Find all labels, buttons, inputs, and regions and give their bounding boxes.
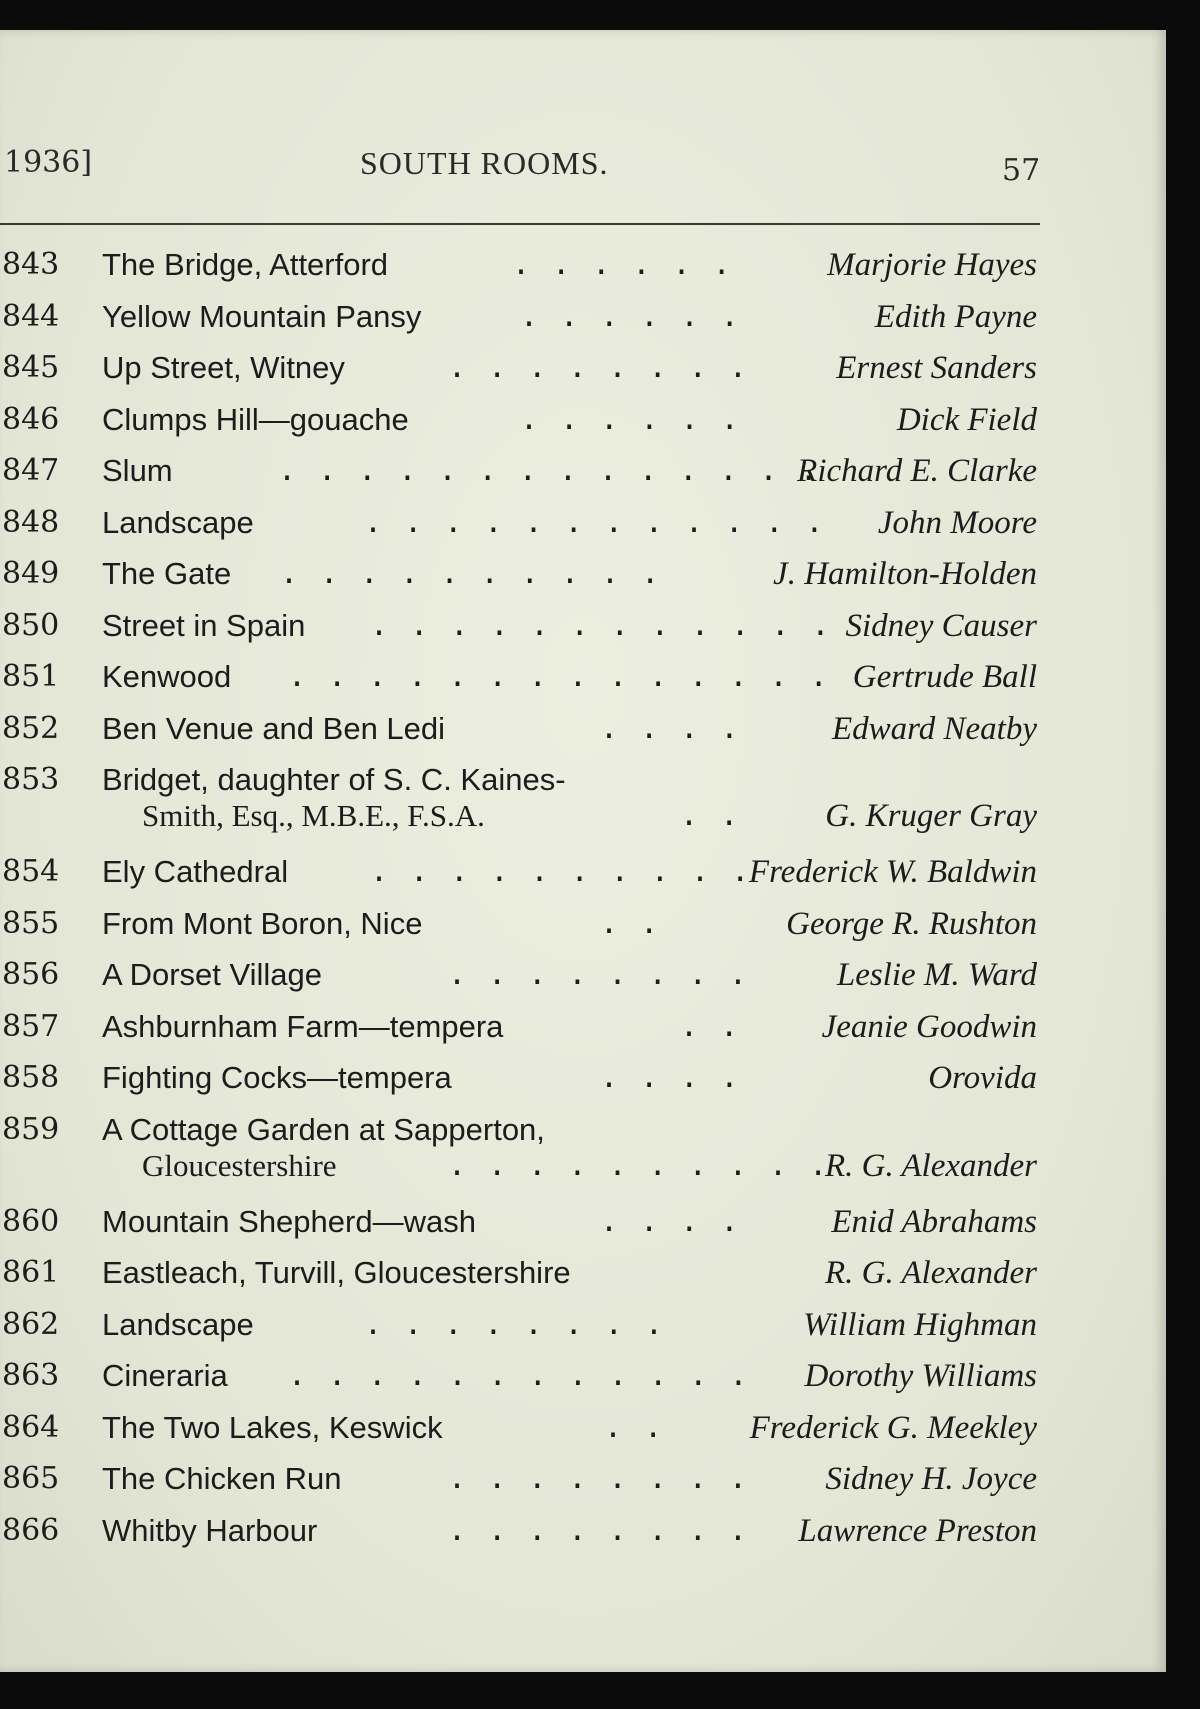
entry-artist: George R. Rushton: [786, 905, 1037, 942]
entry-title: The Chicken Run: [102, 1461, 342, 1496]
entry-title: Up Street, Witney: [102, 350, 345, 385]
entry-title: The Gate: [102, 556, 232, 591]
entry-title: Ashburnham Farm—tempera: [102, 1008, 504, 1044]
catalogue-entry: [0, 1048, 1045, 1100]
entry-title: Fighting Cocks—tempera: [102, 1060, 452, 1095]
entry-number: 844: [2, 298, 60, 334]
catalogue-entry: [0, 1243, 1045, 1295]
leader-dots: . . . .: [600, 1203, 741, 1239]
entry-title: Whitby Harbour: [102, 1512, 318, 1548]
entry-number: 847: [2, 453, 60, 488]
catalogue-entry: [0, 1398, 1045, 1450]
catalogue-entry: [0, 441, 1045, 493]
leader-dots: . . . . . . . . . .: [370, 854, 752, 889]
entry-title: From Mont Boron, Nice: [102, 905, 423, 941]
entry-number: 860: [2, 1203, 60, 1239]
entry-title: Ben Venue and Ben Ledi: [102, 710, 446, 746]
catalogue-entry: [0, 750, 1045, 842]
catalogue-entry: [0, 390, 1045, 442]
entry-title: Clumps Hill—gouache: [102, 401, 409, 437]
entry-number: 858: [2, 1060, 60, 1095]
page-number: 57: [1002, 153, 1041, 188]
entry-title: The Bridge, Atterford: [102, 247, 389, 282]
header-rule: [0, 223, 1040, 225]
entry-artist: Edward Neatby: [831, 710, 1037, 747]
catalogue-entry: [0, 647, 1045, 699]
catalogue-entry: [0, 1192, 1045, 1244]
leader-dots: . . . . . .: [512, 247, 733, 282]
entry-artist: Enid Abrahams: [831, 1203, 1037, 1240]
catalogue-entry: [0, 997, 1045, 1049]
entry-number: 857: [2, 1008, 60, 1044]
catalogue-entry: [0, 1449, 1045, 1501]
entry-artist: Leslie M. Ward: [836, 957, 1037, 993]
entry-number: 859: [2, 1111, 60, 1147]
leader-dots: . . . . . .: [520, 298, 741, 334]
entry-artist: Lawrence Preston: [798, 1512, 1037, 1549]
leader-dots: . . . . . . . .: [448, 350, 749, 385]
entry-artist: Orovida: [928, 1060, 1037, 1096]
entry-number: 851: [2, 659, 60, 694]
entry-number: 856: [2, 957, 60, 992]
header-year: 1936]: [4, 145, 93, 180]
entry-artist: Sidney H. Joyce: [825, 1461, 1037, 1497]
leader-dots: . .: [680, 798, 741, 833]
entry-number: 862: [2, 1306, 60, 1342]
entry-artist: Jeanie Goodwin: [821, 1008, 1037, 1045]
entry-artist: Marjorie Hayes: [827, 247, 1037, 283]
entry-number: 861: [2, 1255, 60, 1290]
entry-number: 850: [2, 607, 60, 643]
catalogue-entry: [0, 945, 1045, 997]
entry-title: Slum: [102, 453, 173, 488]
entry-title: Landscape: [102, 1306, 254, 1342]
leader-dots: . . . . . . . .: [448, 1461, 749, 1496]
entry-number: 846: [2, 401, 60, 437]
entry-artist: R. G. Alexander: [824, 1147, 1037, 1184]
entry-number: 852: [2, 710, 60, 746]
catalogue-entry: [0, 1501, 1045, 1553]
entry-number: 845: [2, 350, 60, 385]
leader-dots: . . . . . . . .: [448, 957, 749, 992]
leader-dots: . . . . . . . . . .: [280, 556, 662, 591]
entry-artist: Gertrude Ball: [852, 659, 1037, 695]
leader-dots: . . . . . . . .: [448, 1512, 749, 1548]
leader-dots: . . . . . . . .: [364, 1306, 665, 1342]
entry-artist: R. G. Alexander: [824, 1255, 1037, 1291]
entry-number: 863: [2, 1358, 60, 1393]
entry-number: 865: [2, 1461, 60, 1496]
entry-title: Eastleach, Turvill, Gloucestershire: [102, 1255, 571, 1290]
leader-dots: . . . . . . . . . . . .: [370, 607, 832, 643]
entry-artist: Ernest Sanders: [836, 350, 1037, 386]
catalogue-page: [0, 30, 1166, 1672]
entry-artist: Dick Field: [896, 401, 1037, 438]
catalogue-entry: [0, 596, 1045, 648]
leader-dots: . . . .: [600, 1060, 741, 1095]
entry-title: Yellow Mountain Pansy: [102, 298, 422, 334]
leader-dots: . .: [604, 1409, 665, 1445]
entry-number: 843: [2, 247, 60, 282]
catalogue-entry: [0, 235, 1045, 287]
entry-title: Street in Spain: [102, 607, 306, 643]
entry-artist: Dorothy Williams: [804, 1358, 1037, 1394]
entry-title: Landscape: [102, 504, 254, 540]
entry-number: 864: [2, 1409, 60, 1445]
entry-title: Bridget, daughter of S. C. Kaines-: [102, 762, 566, 797]
entry-artist: Sidney Causer: [845, 607, 1037, 644]
entry-title: Ely Cathedral: [102, 854, 289, 889]
leader-dots: . . . .: [600, 710, 741, 746]
entry-artist: Richard E. Clarke: [797, 453, 1037, 489]
entry-title: The Two Lakes, Keswick: [102, 1409, 443, 1445]
entry-title: A Cottage Garden at Sapperton,: [102, 1111, 545, 1147]
catalogue-entry: [0, 894, 1045, 946]
catalogue-entry: [0, 338, 1045, 390]
leader-dots: . . . . . .: [520, 401, 741, 437]
leader-dots: . . . . . . . . . . . . . .: [278, 453, 820, 488]
catalogue-entry: [0, 1100, 1045, 1192]
catalogue-entry: [0, 842, 1045, 894]
entry-artist: J. Hamilton-Holden: [773, 556, 1037, 592]
entry-title-continued: Gloucestershire: [142, 1147, 337, 1183]
page-header: [0, 125, 1041, 188]
catalogue-entry: [0, 1346, 1045, 1398]
catalogue-entry: [0, 699, 1045, 751]
leader-dots: . .: [600, 905, 661, 941]
leader-dots: . . . . . . . . . . . .: [288, 1358, 750, 1393]
entry-title: Cineraria: [102, 1358, 228, 1393]
entry-title-continued: Smith, Esq., M.B.E., F.S.A.: [142, 798, 485, 833]
leader-dots: . . . . . . . . . . . . . .: [288, 659, 830, 694]
entry-artist: Frederick W. Baldwin: [748, 854, 1037, 890]
catalogue-entry: [0, 544, 1045, 596]
entry-title: A Dorset Village: [102, 957, 322, 992]
leader-dots: . . . . . . . . . .: [448, 1147, 830, 1183]
leader-dots: . .: [680, 1008, 741, 1044]
entry-artist: William Highman: [803, 1306, 1037, 1343]
entry-number: 854: [2, 854, 60, 889]
entry-number: 849: [2, 556, 60, 591]
catalogue-entry: [0, 1295, 1045, 1347]
entry-artist: Edith Payne: [874, 298, 1037, 335]
entry-title: Kenwood: [102, 659, 232, 694]
entry-number: 853: [2, 762, 60, 797]
entry-number: 866: [2, 1512, 60, 1548]
entry-title: Mountain Shepherd—wash: [102, 1203, 476, 1239]
entry-artist: G. Kruger Gray: [825, 798, 1037, 834]
leader-dots: . . . . . . . . . . . .: [364, 504, 826, 540]
page-title: SOUTH ROOMS.: [360, 145, 609, 181]
catalogue-entry: [0, 287, 1045, 339]
entry-list: [0, 235, 1045, 1552]
entry-artist: Frederick G. Meekley: [749, 1409, 1037, 1446]
entry-artist: John Moore: [877, 504, 1037, 541]
entry-number: 855: [2, 905, 60, 941]
entry-number: 848: [2, 504, 60, 540]
catalogue-entry: [0, 493, 1045, 545]
